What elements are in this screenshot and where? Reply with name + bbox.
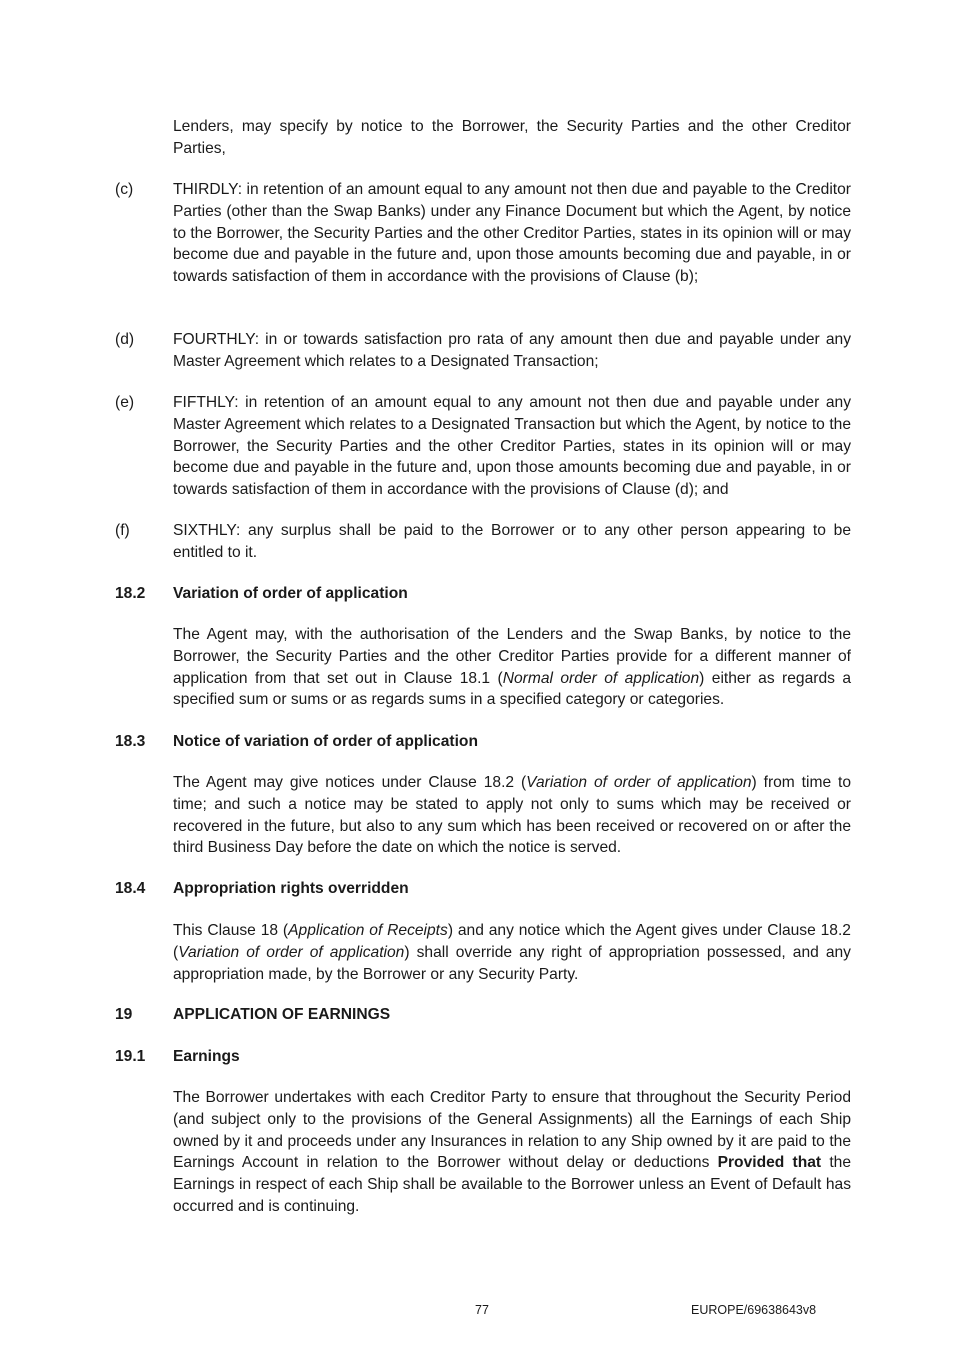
proviso-bold: Provided that [717,1154,822,1172]
section-18-4-body: This Clause 18 (Application of Receipts) and any notice which the Agent gives under Clause 18.2 (Variation of order of application) shall override any right of appropriation possessed, and any appropriation made, by the Borrower or any Security Party. [173,922,851,983]
section-18-4-number: 18.4 [115,880,146,897]
item-label-e: (e) [115,394,135,411]
item-text-d: FOURTHLY: in or towards satisfaction pro rata of any amount then due and payable under any Master Agreement which relates to a Designated Transaction; [173,331,851,370]
section-18-3-title: Notice of variation of order of application [173,733,478,750]
clause-reference: Variation of order of application [178,943,405,961]
item-text-c: THIRDLY: in retention of an amount equal to any amount not then due and payable to the Creditor Parties (other than the Swap Banks) under any Finance Document but which the Agent, by notice to the Borrower, the Security Parties and the other Creditor Parties, states in its opinion will or may become due and payable in the future and, upon those amounts becoming due and payable, in or towards satisfaction of them in accordance with the provisions of Clause (b); [173,181,851,286]
item-label-f: (f) [115,522,130,539]
item-label-c: (c) [115,181,134,198]
clause-reference: Normal order of application [502,669,700,687]
clause-reference: Application of Receipts [288,922,448,939]
section-19-1-body: The Borrower undertakes with each Creditor Party to ensure that throughout the Security Period (and subject only to the provisions of the General Assignments) all the Earnings of each Ship owned by it and proceeds under any Insurances in relation to any Ship owned by it are paid to the Earnings Account in relation to the Borrower without delay or deductions Provided that the Earnings in respect of each Ship shall be available to the Borrower unless an Event of Default has occurred and is continuing. [173,1089,852,1215]
item-label-d: (d) [115,331,135,348]
section-19-number: 19 [115,1006,133,1023]
intro-paragraph: Lenders, may specify by notice to the Borrower, the Security Parties and the other Creditor Parties, [173,118,851,157]
section-18-4-title: Appropriation rights overridden [173,880,409,897]
section-18-2-number: 18.2 [115,585,146,602]
section-19-1-title: Earnings [173,1048,240,1065]
section-18-2-body: The Agent may, with the authorisation of the Lenders and the Swap Banks, by notice to the Borrower, the Security Parties and the other Creditor Parties provide for a different manner of application from that set out in Clause 18.1 (Normal order of application) either as regards a specified sum or sums or as regards sums in a specified category or categories. [173,626,852,709]
document-reference: EUROPE/69638643v8 [691,1303,817,1317]
clause-reference: Variation of order of application [526,774,752,791]
section-18-2-title: Variation of order of application [173,585,408,602]
item-text-e: FIFTHLY: in retention of an amount equal to any amount not then due and payable under any Master Agreement which relates to a Designated Transaction but which the Agent, by notice to the Borrower, the Security Parties and the other Creditor Parties, states in its opinion will or may become due and payable in the future and, upon those amounts becoming due and payable, in or towards satisfaction of them in accordance with the provisions of Clause (d); and [173,394,851,499]
item-text-f: SIXTHLY: any surplus shall be paid to the Borrower or to any other person appearing to be entitled to it. [173,522,851,561]
page-number: 77 [475,1303,489,1317]
section-19-1-number: 19.1 [115,1048,146,1065]
section-18-3-body: The Agent may give notices under Clause 18.2 (Variation of order of application) from time to time; and such a notice may be stated to apply not only to sums which may be received or recovered in the future, but also to any sum which has been received or recovered on or after the third Business Day before the date on which the notice is served. [173,774,851,857]
section-19-title: APPLICATION OF EARNINGS [173,1006,391,1023]
section-18-3-number: 18.3 [115,733,146,750]
